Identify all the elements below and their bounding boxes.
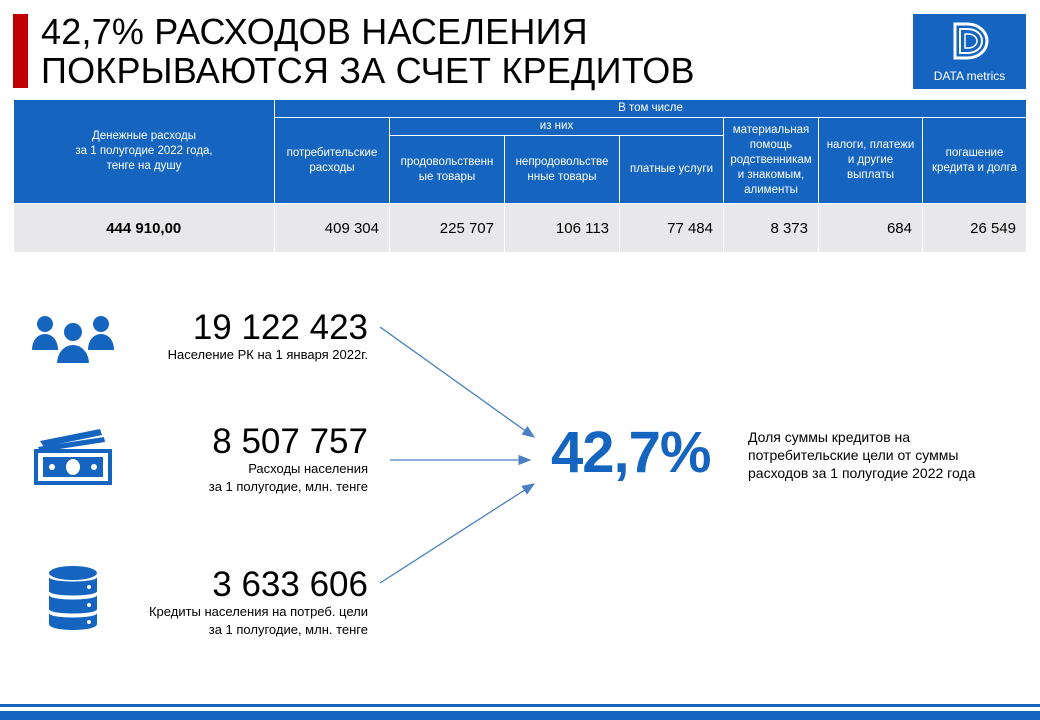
cell-services: 77 484 (620, 204, 724, 253)
population-value: 19 122 423 (192, 308, 368, 347)
cell-taxes: 684 (819, 204, 923, 253)
cell-consumer: 409 304 (275, 204, 390, 253)
header-paid-services: платные услуги (620, 136, 724, 204)
cell-aid: 8 373 (724, 204, 819, 253)
share-percentage: 42,7% (551, 420, 711, 485)
cell-nonfood: 106 113 (505, 204, 620, 253)
share-desc-line3: расходов за 1 полугодие 2022 года (748, 465, 976, 481)
header-nonfood-goods: непродовольстве нные товары (505, 136, 620, 204)
header-taxes: налоги, платежи и другие выплаты (819, 118, 923, 204)
title-line-2: ПОКРЫВАЮТСЯ ЗА СЧЕТ КРЕДИТОВ (41, 50, 695, 91)
expenses-caption-line1: Расходы населения (248, 461, 368, 476)
header-debt-repayment: погашение кредита и долга (923, 118, 1027, 204)
header-of-them: из них (390, 118, 724, 136)
share-desc-line2: потребительские цели от суммы (748, 447, 959, 463)
cell-food: 225 707 (390, 204, 505, 253)
header-food-goods: продовольственн ые товары (390, 136, 505, 204)
footer-line-thin (0, 704, 1040, 707)
cell-total: 444 910,00 (14, 204, 275, 253)
arrow-population (380, 327, 534, 437)
credits-value: 3 633 606 (212, 565, 368, 604)
population-caption: Население РК на 1 января 2022г. (167, 347, 368, 362)
arrow-credits (380, 484, 534, 583)
header-material-aid: материальная помощь родственникам и знакомым, алименты (724, 118, 819, 204)
share-description (748, 428, 1018, 482)
header-total-expenses: Денежные расходы за 1 полугодие 2022 года, тенге на душу (14, 100, 275, 204)
cell-debt: 26 549 (923, 204, 1027, 253)
footer-line-thick (0, 711, 1040, 720)
expenses-caption-line2: за 1 полугодие, млн. тенге (208, 479, 368, 494)
credits-caption-line2: за 1 полугодие, млн. тенге (208, 622, 368, 637)
credits-caption-line1: Кредиты населения на потреб. цели (148, 604, 368, 619)
header-consumer-expenses: потребительские расходы (275, 118, 390, 204)
title-line-1: 42,7% РАСХОДОВ НАСЕЛЕНИЯ (41, 11, 588, 52)
share-desc-line1: Доля суммы кредитов на (748, 429, 911, 445)
logo-text: DATA metrics (933, 69, 1006, 83)
expenses-value: 8 507 757 (212, 422, 368, 461)
header-including: В том числе (275, 100, 1027, 118)
